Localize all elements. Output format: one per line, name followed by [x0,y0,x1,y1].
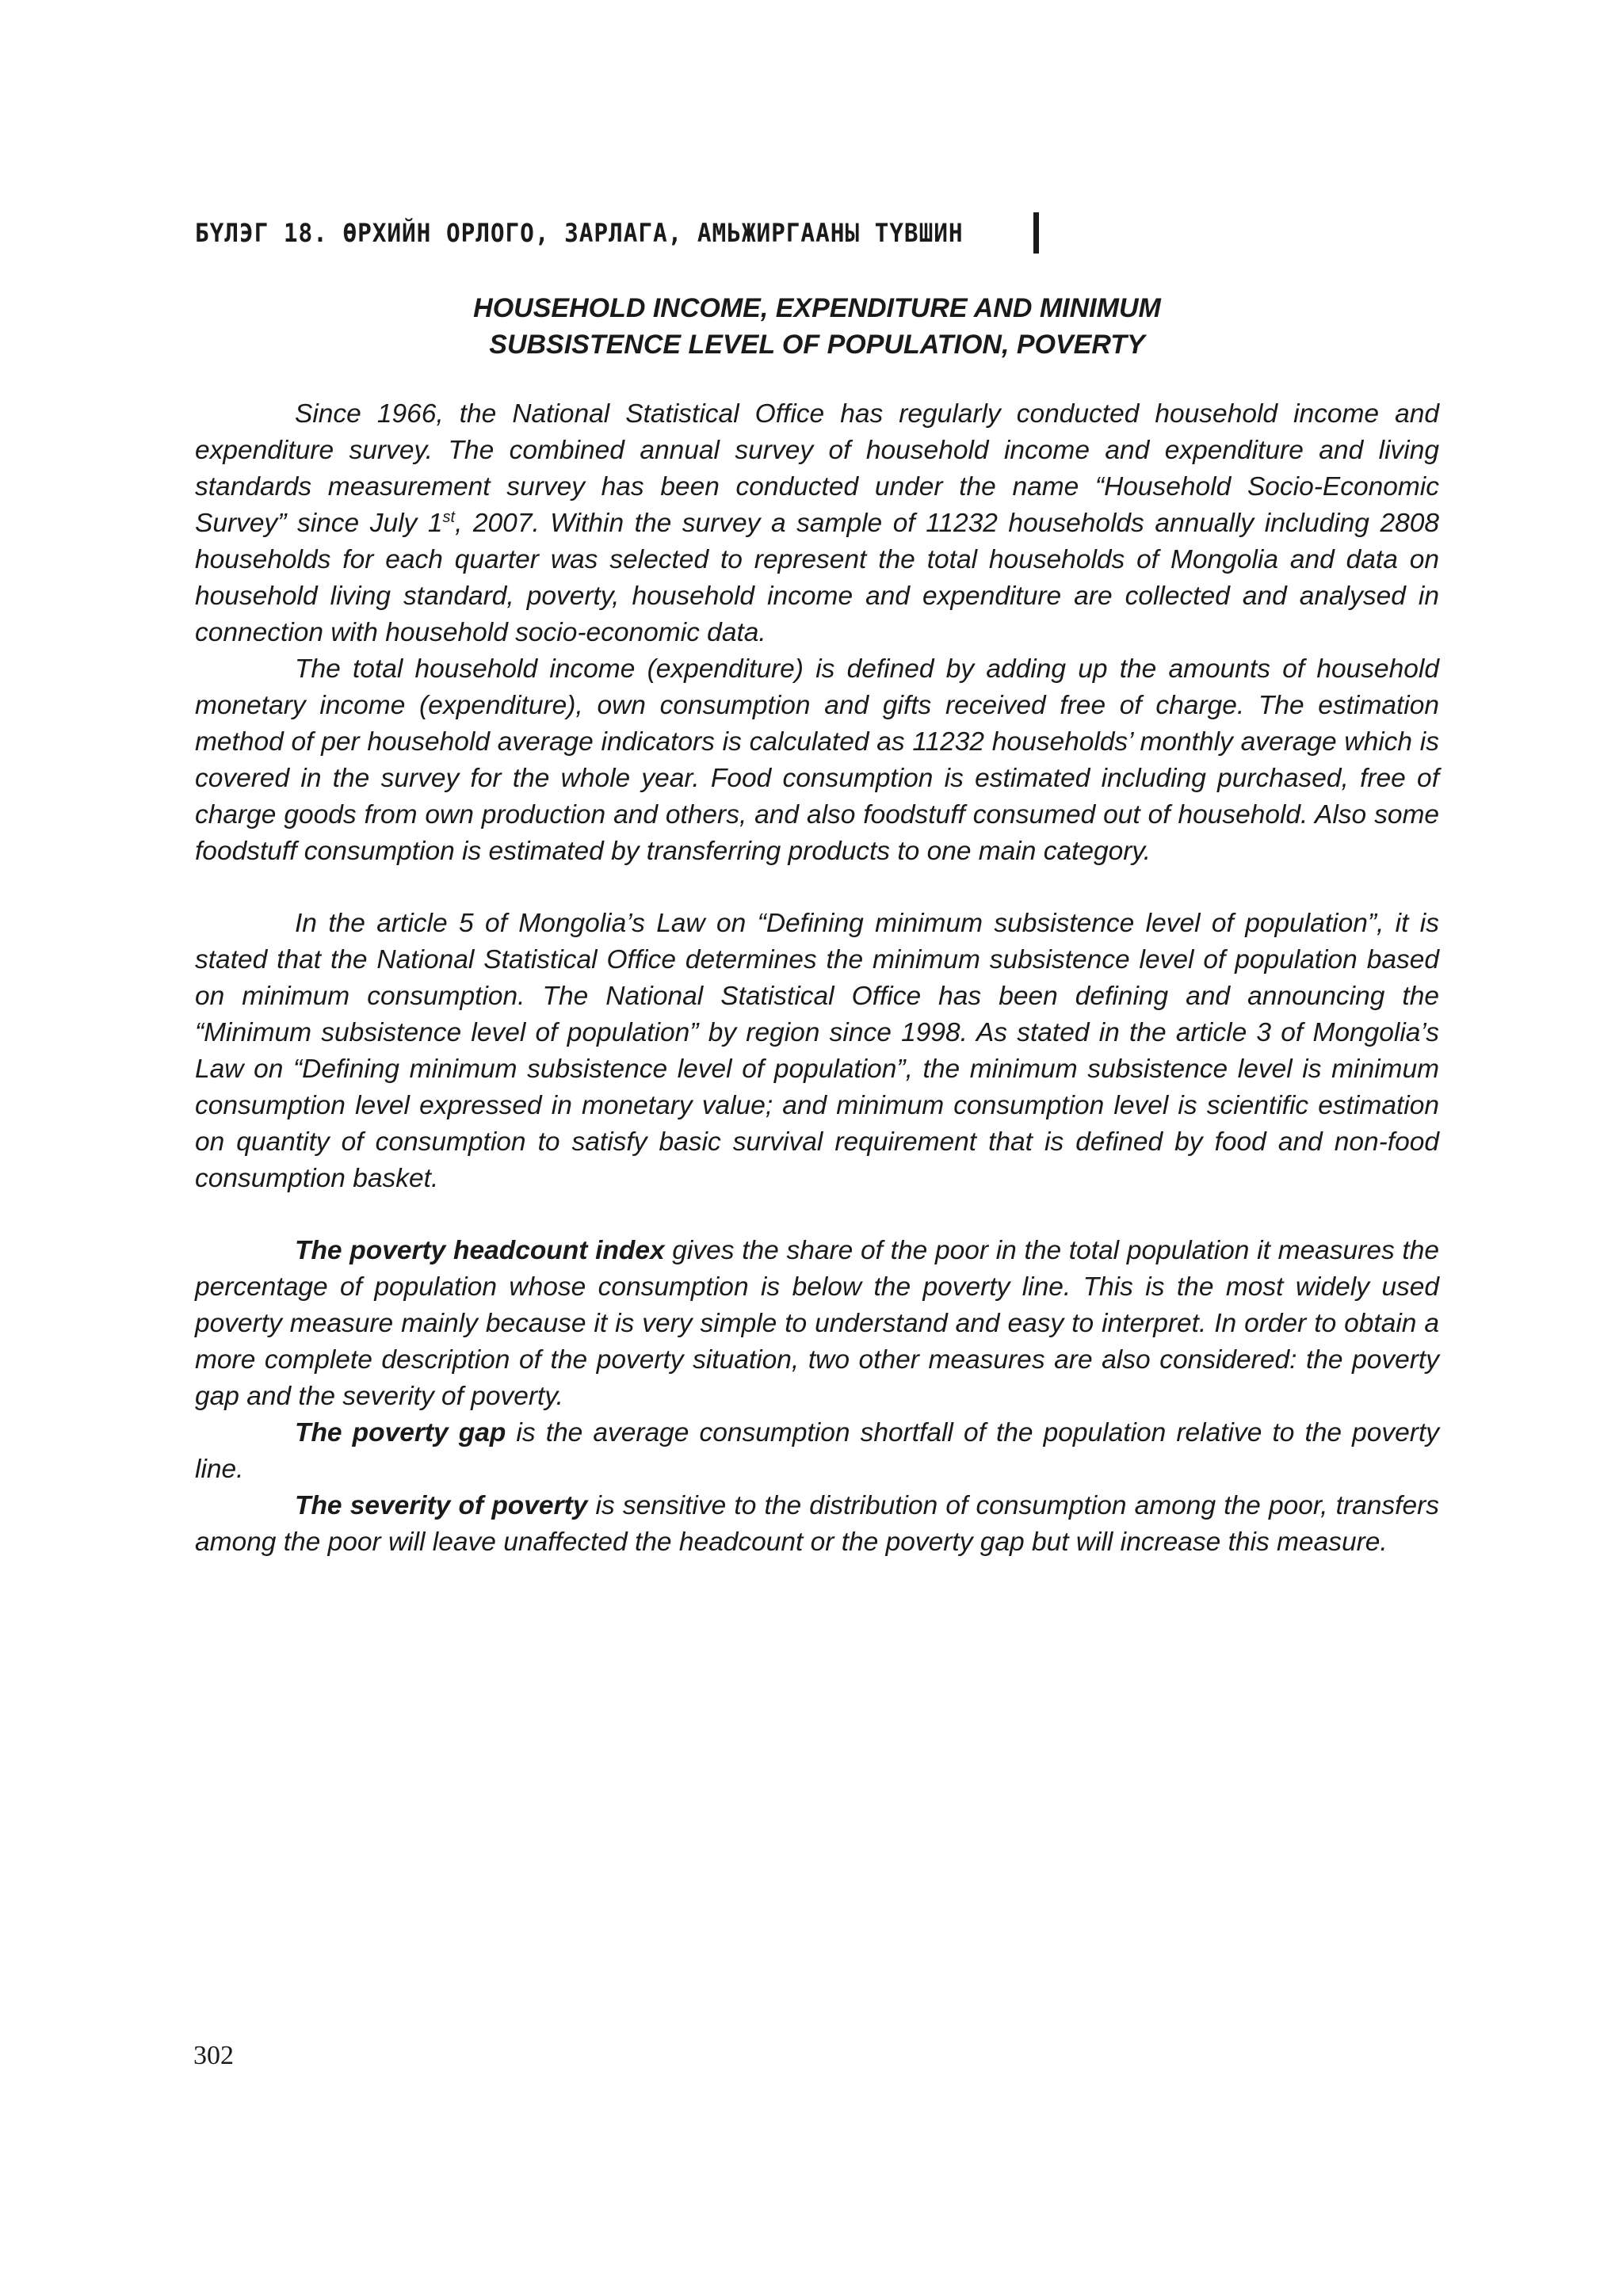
paragraph-survey-intro-part-2: , 2007. Within the survey a sample of 11232 households annually including 2808 households for each quarter was selected to represent the total households of Mongolia and data on household living standard, poverty, household income and expenditure are collected and analysed in connection with household socio-economic data. [195,509,1440,647]
paragraph-poverty-gap [195,1415,1439,1488]
definition-poverty-headcount-index: gives the share of the poor in the total population it measures the percentage of population whose consumption is below the poverty line. This is the most widely used poverty measure mainly because it is very simple to understand and easy to interpret. In order to obtain a more complete description of the poverty situation, two other measures are also considered: the poverty gap and the severity of poverty. [195,1236,1439,1411]
chapter-title: БҮЛЭГ 18. ӨРХИЙН ОРЛОГО, ЗАРЛАГА, АМЬЖИРГААНЫ ТҮВШИН [195,218,964,248]
paragraph-minimum-subsistence: In the article 5 of Mongolia’s Law on “Defining minimum subsistence level of population”, it is stated that the National Statistical Office determines the minimum subsistence level of population based on minimum consumption. The National Statistical Office has been defining and announcing the “Minimum subsistence level of population” by region since 1998. As stated in the article 3 of Mongolia’s Law on “Defining minimum subsistence level of population”, the minimum subsistence level is minimum consumption level expressed in monetary value; and minimum consumption level is scientific estimation on quantity of consumption to satisfy basic survival requirement that is defined by food and non-food consumption basket. [195,909,1439,1193]
ordinal-superscript: st [442,508,456,526]
page-number: 302 [193,2041,234,2070]
definition-severity-of-poverty: is sensitive to the distribution of consumption among the poor, transfers among the poor will leave unaffected the headcount or the poverty gap but will increase this measure. [195,1491,1439,1557]
paragraph-household-income-definition: The total household income (expenditure) is defined by adding up the amounts of household monetary income (expenditure), own consumption and gifts received free of charge. The estimation method of per household average indicators is calculated as 11232 households’ monthly average which is covered in the survey for the whole year. Food consumption is estimated including purchased, free of charge goods from own production and others, and also foodstuff consumed out of household. Also some foodstuff consumption is estimated by transferring products to one main category. [195,654,1439,866]
chapter-divider-bar [1033,212,1039,254]
term-severity-of-poverty: The severity of poverty [295,1491,588,1520]
body-text [195,396,1439,1561]
paragraph-survey-intro-part-1: Since 1966, the National Statistical Office has regularly conducted household income and expenditure survey. The combined annual survey of household income and expenditure and living standards measurement survey has been conducted under the name “Household Socio-Economic Survey” since July 1 [195,399,1439,538]
paragraph-spacer [195,870,1439,906]
term-poverty-headcount-index: The poverty headcount index [295,1236,665,1265]
paragraph-poverty-headcount [195,1233,1439,1415]
section-title-line-1: HOUSEHOLD INCOME, EXPENDITURE AND MINIMUM [473,293,1161,323]
paragraph-survey-intro [195,396,1439,651]
paragraph-severity-of-poverty [195,1488,1439,1561]
definition-poverty-gap: is the average consumption shortfall of the population relative to the poverty line. [195,1418,1439,1484]
paragraph-spacer [195,1197,1439,1233]
chapter-header [195,212,1039,254]
term-poverty-gap: The poverty gap [295,1418,506,1447]
section-title-line-2: SUBSISTENCE LEVEL OF POPULATION, POVERTY [489,330,1145,360]
section-title [195,290,1439,363]
